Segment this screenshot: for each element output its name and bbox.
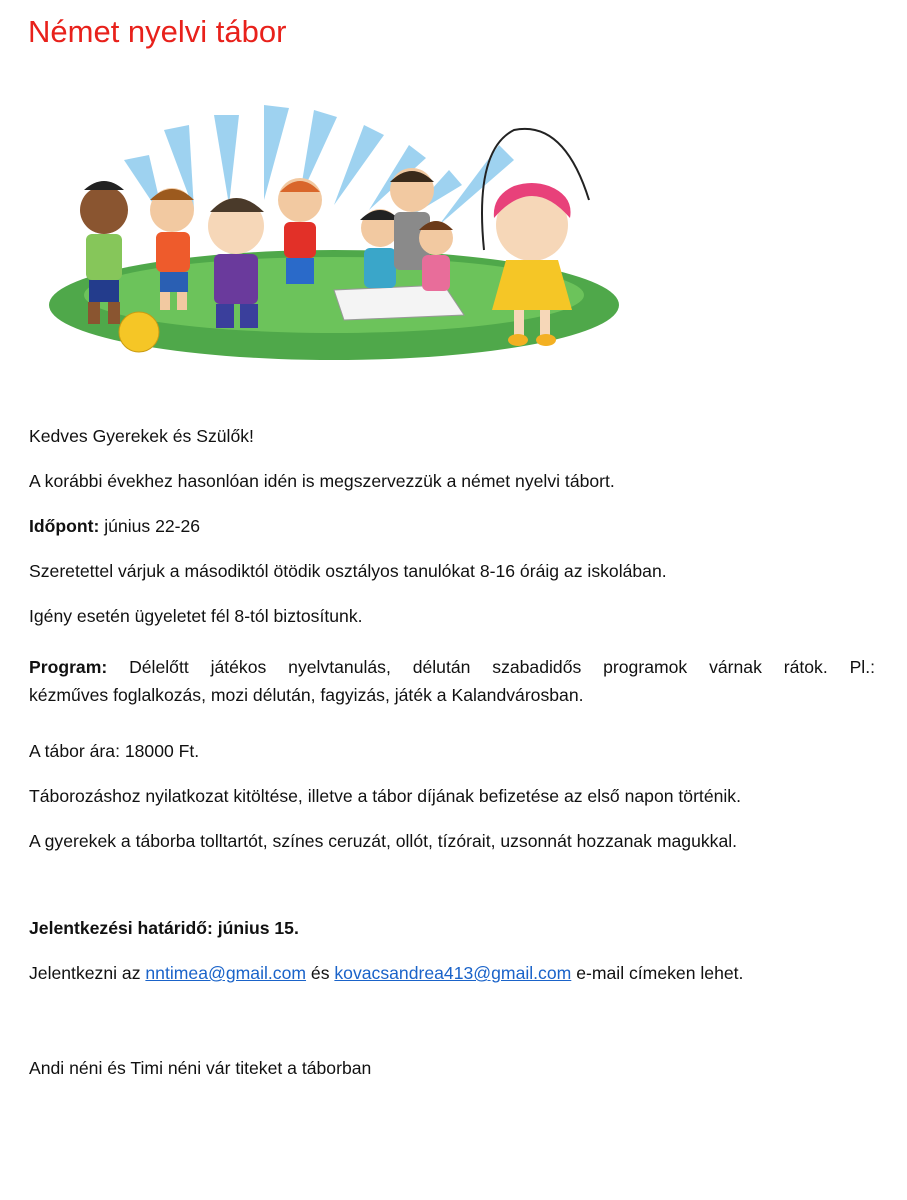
welcome-text: Szeretettel várjuk a másodiktól ötödik osztályos tanulókat 8-16 óráig az iskolában. xyxy=(29,561,667,581)
children-playing-illustration xyxy=(44,100,644,362)
program-paragraph xyxy=(29,653,875,743)
apply-line xyxy=(29,965,875,1010)
kid-6 xyxy=(390,168,434,270)
program-line-1 xyxy=(29,653,875,681)
registration-note: Táborozáshoz nyilatkozat kitöltése, illetve a tábor díjának befizetése az első napon történik. xyxy=(29,786,741,806)
email-link-1[interactable]: nntimea@gmail.com xyxy=(145,963,307,983)
ball xyxy=(119,312,159,352)
supervision-text: Igény esetén ügyeletet fél 8-tól biztosítunk. xyxy=(29,606,363,626)
deadline-text xyxy=(29,920,875,965)
greeting: Kedves Gyerekek és Szülők! xyxy=(29,426,254,446)
bring-items-text: A gyerekek a táborba tolltartót, színes ceruzát, ollót, tízórait, uzsonnát hozzanak magukkal. xyxy=(29,831,738,851)
signature: Andi néni és Timi néni vár titeket a táborban xyxy=(29,1058,372,1078)
program-line-2: kézműves foglalkozás, mozi délután, fagyizás, játék a Kalandvárosban. xyxy=(29,685,584,705)
intro-text: A korábbi évekhez hasonlóan idén is megszervezzük a német nyelvi tábort. xyxy=(29,471,615,491)
apply-suffix: e-mail címeken lehet. xyxy=(571,963,744,983)
date-label: Időpont: xyxy=(29,516,100,536)
program-label: Program: xyxy=(29,657,108,677)
price-text: A tábor ára: 18000 Ft. xyxy=(29,741,200,761)
program-text-1: Délelőtt játékos nyelvtanulás, délután szabadidős programok várnak rátok. Pl.: xyxy=(107,657,875,677)
date-value: június 22-26 xyxy=(99,516,201,536)
letter-body xyxy=(29,428,875,1105)
apply-prefix: Jelentkezni az xyxy=(29,963,146,983)
page-title: Német nyelvi tábor xyxy=(28,14,287,49)
apply-middle: és xyxy=(306,963,335,983)
email-link-2[interactable]: kovacsandrea413@gmail.com xyxy=(334,963,572,983)
date-line xyxy=(29,518,875,563)
deadline-bold: Jelentkezési határidő: június 15. xyxy=(29,918,299,938)
